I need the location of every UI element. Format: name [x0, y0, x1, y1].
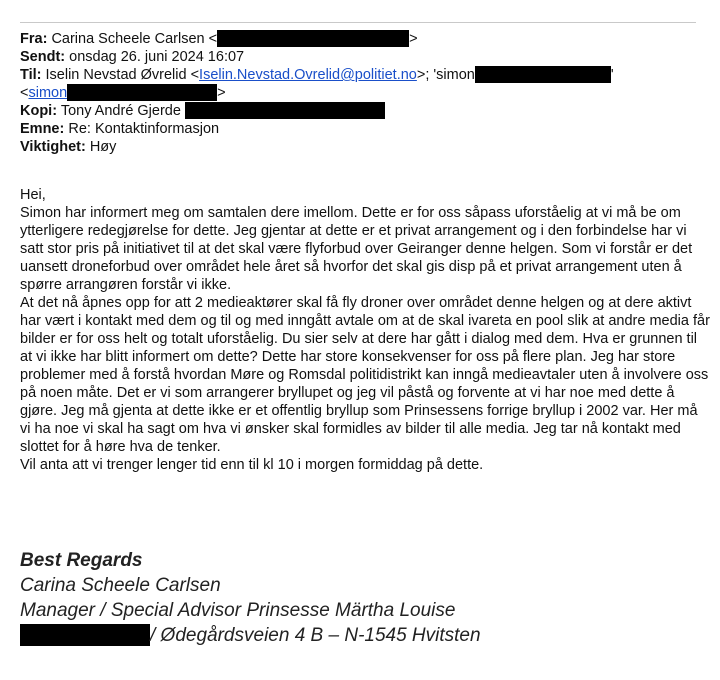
redacted-block [475, 66, 611, 83]
sent-row [20, 48, 710, 66]
to-line2-close: > [217, 85, 226, 101]
redacted-block [67, 84, 217, 101]
to-line2-open: < [20, 85, 29, 101]
importance-value: Høy [89, 139, 117, 155]
to-line2-link[interactable]: simon [28, 85, 68, 101]
cc-row [20, 102, 710, 120]
to-email-link[interactable]: Iselin.Nevstad.Ovrelid@politiet.no [199, 67, 417, 83]
cc-value: Tony André Gjerde [60, 103, 181, 119]
signature-name: Carina Scheele Carlsen [20, 575, 221, 596]
from-value: Carina Scheele Carlsen < [51, 31, 218, 47]
signature-closing: Best Regards [20, 550, 143, 571]
signature-block [20, 548, 710, 648]
signature-title: Manager / Special Advisor Prinsesse Märtha Louise [20, 600, 456, 621]
header-divider [20, 22, 696, 23]
importance-row [20, 138, 710, 156]
to-value-prefix: Iselin Nevstad Øvrelid < [45, 67, 200, 83]
to-row [20, 66, 710, 84]
body-paragraph-2: At det nå åpnes opp for att 2 medieaktører skal få fly droner over området denne helgen og at dere aktivt har vært i kontakt med dem og til og med inngått avtale om at de skal ivareta en pool slik at andre media får bilder er for oss helt og totalt uforståelig. Du sier selv at dere har gått i dialog med dem. Hva er grunnen til at vi ikke har blitt informert om dette? Dette har store konsekvenser for oss på flere plan. Jeg har store problemer med å forstå hvordan Møre og Romsdal politidistrikt kan inngå medieavtaler uten å involvere oss på noen måte. Det er vi som arrangerer bryllupet og jeg vil påstå og forvente at vi har noe med dette å gjøre. Jeg må gjenta at dette ikke er et offentlig bryllup som Prinsessens forrige bryllup i 2002 var. Her må vi ha noe vi skal ha sagt om hva vi ønsker skal formidles av bilder til alle media. Jeg tar nå kontakt med slottet for å høre hva de tenker. [20, 295, 710, 455]
body-paragraph-3: Vil anta att vi trenger lenger tid enn til kl 10 i morgen formiddag på dette. [20, 457, 484, 473]
from-row [20, 30, 710, 48]
subject-label: Emne: [20, 121, 65, 137]
from-label: Fra: [20, 31, 48, 47]
sent-label: Sendt: [20, 49, 66, 65]
signature-address-row [20, 623, 710, 648]
subject-row [20, 120, 710, 138]
subject-value: Re: Kontaktinformasjon [68, 121, 220, 137]
importance-label: Viktighet: [20, 139, 86, 155]
to-quote-end: ' [610, 67, 614, 83]
redacted-block [185, 102, 385, 119]
signature-address: / Ødegårdsveien 4 B – N-1545 Hvitsten [150, 625, 481, 646]
from-close: > [409, 31, 418, 47]
to-label: Til: [20, 67, 42, 83]
redacted-block [20, 624, 150, 646]
email-headers [20, 30, 710, 156]
to-value-mid: >; 'simon [416, 67, 475, 83]
cc-label: Kopi: [20, 103, 58, 119]
sent-value: onsdag 26. juni 2024 16:07 [69, 49, 245, 65]
redacted-block [217, 30, 409, 47]
to-row-continued [20, 84, 710, 102]
body-paragraph-1: Simon har informert meg om samtalen dere imellom. Dette er for oss såpass uforståelig at vi må be om ytterligere redegjørelse for dette. Jeg gjentar at dette er et privat arrangement og i den forbindelse har vi satt stor pris på initiativet til at det skal være flyforbud over Geiranger denne helgen. Som vi forstår er det uansett droneforbud over området hele året så hvorfor det skal gis disp på et privat arrangement uten å spørre arrangøren forstår vi ikke. [20, 205, 693, 293]
greeting: Hei, [20, 187, 46, 203]
email-body [20, 186, 710, 474]
